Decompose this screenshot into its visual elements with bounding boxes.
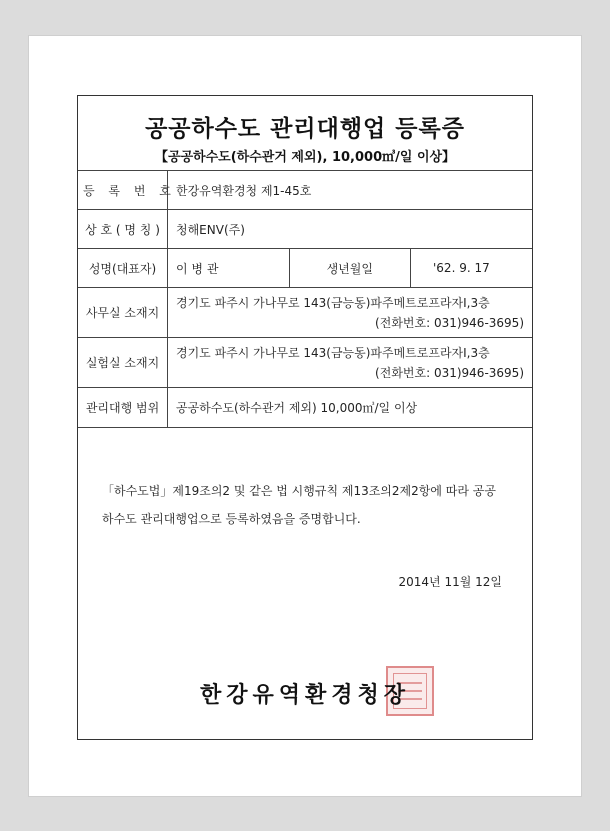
- registration-table: [78, 170, 532, 428]
- issue-date: 2014년 11월 12일: [398, 575, 502, 589]
- row-trade-name: [78, 210, 532, 249]
- row-lab-address: [78, 338, 532, 388]
- certificate-frame: [77, 95, 533, 740]
- lab-address-cell: [168, 338, 533, 388]
- lab-address-label: 실험실 소재지: [78, 338, 168, 388]
- certificate-title: 공공하수도 관리대행업 등록증: [145, 116, 465, 142]
- office-address-label: 사무실 소재지: [78, 288, 168, 338]
- representative-label: 성명(대표자): [78, 249, 168, 288]
- birth-date-value: '62. 9. 17: [411, 249, 533, 288]
- office-address-cell: [168, 288, 533, 338]
- birth-date-label: 생년월일: [289, 249, 411, 288]
- lab-phone: (전화번호: 031)946-3695): [375, 365, 524, 380]
- scope-value: 공공하수도(하수관거 제외) 10,000㎥/일 이상: [168, 388, 533, 428]
- registration-number-value: 한강유역환경청 제1-45호: [168, 171, 533, 210]
- trade-name-value: 청해ENV(주): [168, 210, 533, 249]
- row-office-address: [78, 288, 532, 338]
- certificate-subtitle: 【공공하수도(하수관거 제외), 10,000㎥/일 이상】: [154, 150, 456, 165]
- issuer-name: 한강유역환경청장: [199, 683, 411, 708]
- row-registration-number: [78, 171, 532, 210]
- registration-number-label: 등 록 번 호: [78, 171, 168, 210]
- paper-page: [28, 35, 582, 797]
- scope-label: 관리대행 범위: [78, 388, 168, 428]
- row-representative: [78, 249, 532, 288]
- office-phone: (전화번호: 031)946-3695): [375, 315, 524, 330]
- row-scope: [78, 388, 532, 428]
- office-address-value: 경기도 파주시 가나무로 143(금능동)파주메트로프라자Ⅰ,3층: [176, 295, 490, 310]
- representative-value: 이 병 관: [168, 249, 290, 288]
- trade-name-label: 상 호 ( 명 칭 ): [78, 210, 168, 249]
- lab-address-value: 경기도 파주시 가나무로 143(금능동)파주메트로프라자Ⅰ,3층: [176, 345, 490, 360]
- certification-statement: 「하수도법」제19조의2 및 같은 법 시행규칙 제13조의2제2항에 따라 공공하수도 관리대행업으로 등록하였음을 증명합니다.: [102, 484, 496, 526]
